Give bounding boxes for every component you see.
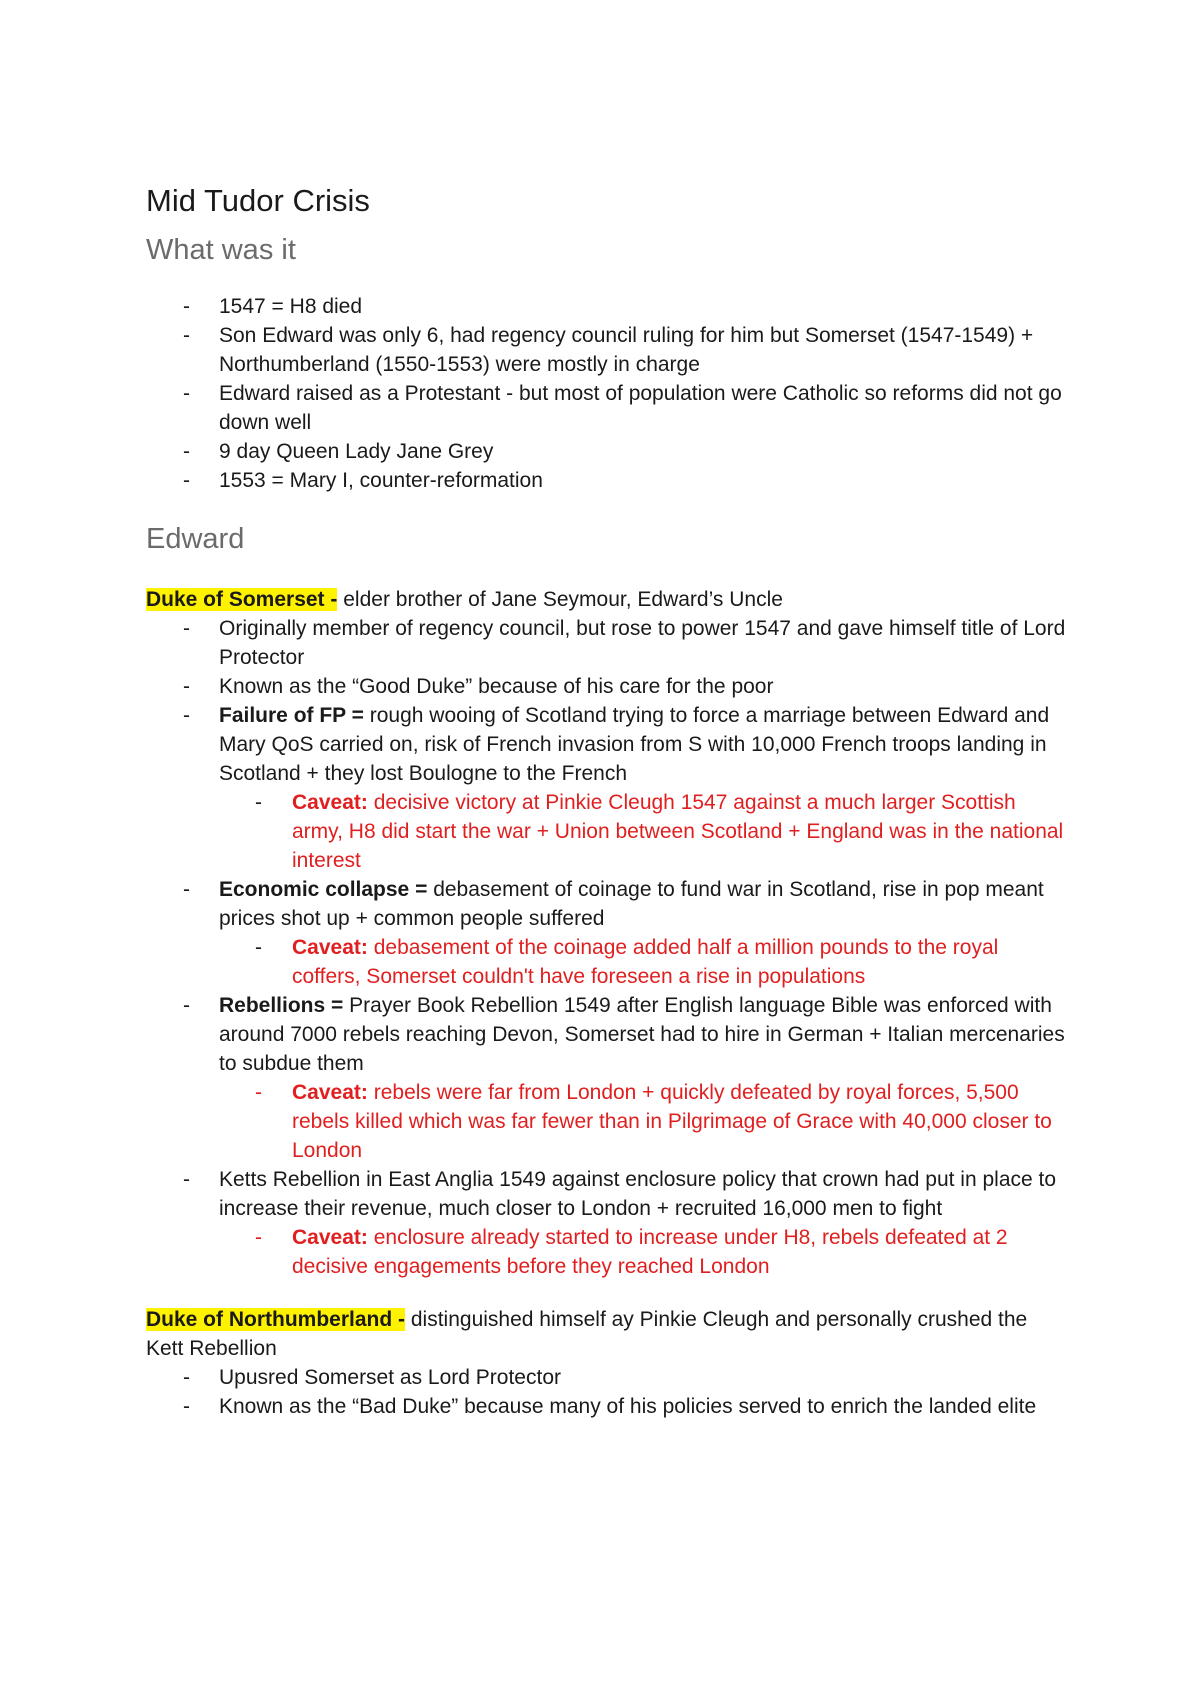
list-item: - 1547 = H8 died — [146, 292, 1066, 321]
caveat-item — [219, 933, 1066, 991]
document-body — [146, 178, 1066, 1421]
somerset-description: elder brother of Jane Seymour, Edward’s Uncle — [343, 588, 783, 611]
caveat-label: Caveat: — [292, 936, 368, 959]
highlighted-term: Duke of Northumberland - — [146, 1308, 406, 1331]
caveat-list — [219, 1223, 1066, 1281]
bold-label: Economic collapse = — [219, 878, 428, 901]
list-item-text: debasement of coinage to fund war in Scotland, rise in pop meant prices shot up + common people suffered — [219, 878, 1044, 930]
list-item: - Known as the “Good Duke” because of his care for the poor — [146, 672, 1066, 701]
section-heading-edward: Edward — [146, 523, 245, 555]
highlighted-term: Duke of Somerset - — [146, 588, 338, 611]
caveat-text: decisive victory at Pinkie Cleugh 1547 against a much larger Scottish army, H8 did start the war + Union between Scotland + England was in the national interest — [292, 791, 1064, 872]
what-was-it-list — [146, 292, 1066, 495]
caveat-label: Caveat: — [292, 1081, 368, 1104]
caveat-text: rebels were far from London + quickly defeated by royal forces, 5,500 rebels killed which was far fewer than in Pilgrimage of Grace with 40,000 closer to London — [292, 1081, 1052, 1162]
bold-label: Failure of FP = — [219, 704, 364, 727]
list-item-text: rough wooing of Scotland trying to force a marriage between Edward and Mary QoS carried on, risk of French invasion from S with 10,000 French troops landing in Scotland + they lost Boulogne to the French — [219, 704, 1050, 785]
list-item — [146, 875, 1066, 991]
list-item-text: Ketts Rebellion in East Anglia 1549 against enclosure policy that crown had put in place to increase their revenue, much closer to London + recruited 16,000 men to fight — [219, 1168, 1057, 1220]
list-item: - Son Edward was only 6, had regency council ruling for him but Somerset (1547-1549) + Northumberland (1550-1553) were mostly in charge — [146, 321, 1066, 379]
caveat-item — [219, 1078, 1066, 1165]
caveat-list — [219, 933, 1066, 991]
caveat-list — [219, 788, 1066, 875]
list-item — [146, 701, 1066, 875]
caveat-list — [219, 1078, 1066, 1165]
northumberland-list — [146, 1363, 1066, 1421]
list-item: - Known as the “Bad Duke” because many of his policies served to enrich the landed elite — [146, 1392, 1066, 1421]
northumberland-description: distinguished himself ay Pinkie Cleugh and personally crushed the Kett Rebellion — [146, 1308, 1028, 1360]
list-item: - 9 day Queen Lady Jane Grey — [146, 437, 1066, 466]
bold-label: Rebellions = — [219, 994, 344, 1017]
list-item — [146, 1165, 1066, 1281]
list-item: - 1553 = Mary I, counter-reformation — [146, 466, 1066, 495]
caveat-text: enclosure already started to increase under H8, rebels defeated at 2 decisive engagements before they reached London — [292, 1226, 1008, 1278]
caveat-label: Caveat: — [292, 1226, 368, 1249]
caveat-text: debasement of the coinage added half a million pounds to the royal coffers, Somerset couldn't have foreseen a rise in populations — [292, 936, 999, 988]
caveat-item — [219, 788, 1066, 875]
caveat-item — [219, 1223, 1066, 1281]
somerset-list — [146, 614, 1066, 1281]
section-heading-what-was-it: What was it — [146, 234, 296, 266]
somerset-intro — [146, 585, 1066, 614]
list-item: - Upusred Somerset as Lord Protector — [146, 1363, 1066, 1392]
page-title: Mid Tudor Crisis — [146, 183, 370, 218]
list-item: - Originally member of regency council, but rose to power 1547 and gave himself title of Lord Protector — [146, 614, 1066, 672]
list-item: - Edward raised as a Protestant - but most of population were Catholic so reforms did not go down well — [146, 379, 1066, 437]
list-item — [146, 991, 1066, 1165]
northumberland-intro — [146, 1305, 1066, 1363]
caveat-label: Caveat: — [292, 791, 368, 814]
list-item-text: Prayer Book Rebellion 1549 after English language Bible was enforced with around 7000 rebels reaching Devon, Somerset had to hire in German + Italian mercenaries to subdue them — [219, 994, 1065, 1075]
